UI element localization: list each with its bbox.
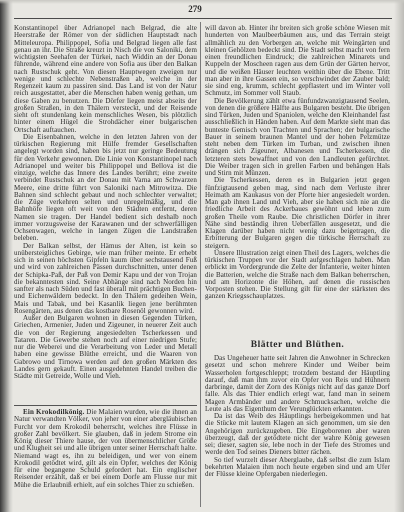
- item-separator-rule: [14, 405, 197, 406]
- scan-shadow-left: [0, 0, 13, 512]
- article-paragraph: Die Eisenbahnen, welche in den letzten Jahren von der türkischen Regierung mit Hülfe fremder Gesellschaften angelegt worden sind, haben bis jetzt nur geringe Bedeutung für den Verkehr gewonnen. Die Linie von Konstantinopel nach Adrianopel und weiter bis Philippopel und Bellova ist die einzige, welche das Innere des Landes berührt; eine zweite verbindet Rustschuk an der Donau mit Varna am Schwarzen Meere, eine dritte führt von Saloniki nach Mitrowitza. Die Bahnen sind schlecht gebaut und noch schlechter verwaltet; die Züge verkehren selten und unregelmäßig, und die Bahnhöfe liegen oft weit von den Städten entfernt, deren Namen sie tragen. Der Handel bedient sich deshalb noch immer vorzugsweise der Karawanen und der schwerfälligen Ochsenwagen, welche in langen Zügen die Landstraßen beleben.: [14, 132, 197, 243]
- section-paragraph: Das Ungeheuer hatte seit Jahren die Anwohner in Schrecken gesetzt und schon mehrere Kinder und Weiber beim Wasserholen fortgeschleppt; trotzdem bestand der Häuptling darauf, daß man ihm zuvor ein Opfer von Reis und Hühnern darbringe, damit der Zorn des Königs nicht auf das ganze Dorf falle. Als das Thier endlich erlegt war, fand man in seinem Magen Armbänder und andere Schmucksachen, welche die Leute als das Eigenthum der Verunglückten erkannten.: [205, 355, 390, 413]
- article-paragraph: Unsere Illustration zeigt einen Theil des Lagers, welches die türkischen Truppen vor der Stadt aufgeschlagen haben. Man erblickt im Vordergrunde die Zelte der Infanterie, weiter hinten die Batterien, welche die Straße nach dem Balkan beherrschen, und am Horizonte die Höhen, auf denen die russischen Vorposten stehen. Die Stellung gilt für eine der stärksten des ganzen Kriegsschauplatzes.: [205, 248, 390, 301]
- article-paragraph: will davon ab. Hinter ihr breiten sich große schöne Wiesen mit hunderten von Maulbeerbäumen aus, und das Terrain steigt allmählich zu den Vorbergen an, welche mit Weingärten und kleinen Gehölzen bedeckt sind. Die Stadt selbst macht von fern einen freundlichen Eindruck; die zahlreichen Minarets und Kuppeln der Moscheen ragen aus dem Grün der Gärten hervor, und die weißen Häuser leuchten weithin über die Ebene. Tritt man aber in ihre Gassen ein, so verschwindet der Zauber bald; sie sind eng, krumm, schlecht gepflastert und im Winter voll Schmutz, im Sommer voll Staub.: [205, 25, 390, 98]
- scan-edge-right: [394, 0, 404, 512]
- page-number: 279: [188, 4, 202, 14]
- article-paragraph: Der Balkan selbst, der Hämus der Alten, ist kein so unübersteigliches Gebirge, wie man früher meinte. Er erhebt sich in seinen höchsten Gipfeln kaum über sechstausend Fuß und wird von zahlreichen Pässen durchschnitten, unter denen der Schipka-Paß, der Paß von Demir Kapu und der von Trojan die bekanntesten sind. Seine Abhänge sind nach Norden hin sanfter als nach Süden und fast überall mit prächtigen Buchen- und Eichenwäldern bedeckt. In den Thälern gedeihen Wein, Mais und Tabak, und bei Kasanlik liegen jene berühmten Rosengärten, aus denen das kostbare Rosenöl gewonnen wird.: [14, 241, 197, 315]
- section-heading: Blätter und Blüthen.: [250, 340, 345, 350]
- article-paragraph: Konstantinopel über Adrianopel nach Belgrad, die alte Heerstraße der Römer von der südlichen Hauptstadt nach Mitteleuropa. Philippopel, Sofia und Belgrad liegen alle fast genau an ihr. Die Straße kreuzt in Nisch die von Saloniki, dem wichtigsten Seehafen der Türkei, nach Widdin an der Donau führende, während eine andere von Sofia aus über den Balkan nach Rustschuk geht. Von diesen Hauptwegen zweigen nur wenige und schlechte Nebenstraßen ab, welche in der Regenzeit kaum zu passiren sind. Das Land ist von der Natur reich ausgestattet, aber die Menschen haben wenig gethan, um diese Gaben zu benutzen. Die Dörfer liegen meist abseits der großen Straßen, in den Thälern versteckt, und der Reisende sieht oft stundenlang kein menschliches Wesen, bis plötzlich hinter einem Hügel die Strohdächer einer bulgarischen Ortschaft auftauchen.: [14, 25, 197, 134]
- section-paragraph: Da ist das Weib des Häuptlings herbeigekommen und hat die Stücke mit lautem Klagen an sich genommen, um sie den Angehörigen zurückzugeben. Die Eingeborenen aber waren überzeugt, daß der getödtete nicht der wahre König gewesen sei; dieser, sagten sie, lebe noch in der Tiefe des Stromes und werde den Tod seines Dieners bitter rächen.: [205, 412, 390, 457]
- item-crocodile-king: [14, 409, 197, 506]
- item-paragraph: [14, 409, 197, 489]
- item-title: Ein Krokodilkönig.: [23, 409, 85, 416]
- blaetter-section-text: [205, 355, 390, 506]
- article-paragraph: Die Bevölkerung zählt etwa fünfundzwanzigtausend Seelen, von denen die größere Hälfte aus Bulgaren besteht. Die übrigen sind Türken, Juden und Spaniolen, welche den Kleinhandel fast ausschließlich in Händen haben. Auf dem Markte sieht man das bunteste Gemisch von Trachten und Sprachen; der bulgarische Bauer in seinem braunen Mantel und der hohen Pelzmütze steht neben dem Türken im Turban, und zwischen ihnen drängen sich Zigeuner, Albanesen und Tscherkessen, die letzteren stets bewaffnet und von den Landleuten gefürchtet. Die Weiber tragen sich in grellen Farben und behängen Hals und Stirn mit Münzen.: [205, 96, 390, 177]
- article-paragraph: Außer den Bulgaren wohnen in diesen Gegenden Türken, Griechen, Armenier, Juden und Zigeuner, in neuerer Zeit auch die von der Regierung angesiedelten Tscherkessen und Tataren. Die Gewerbe stehen noch auf einer niedrigen Stufe; nur die Weberei und die Verarbeitung von Leder und Metall haben eine gewisse Blüthe erreicht, und die Waaren von Gabrowo und Tirnowa werden auf den großen Märkten des Landes gern gekauft. Einen ausgedehnten Handel treiben die Städte mit Getreide, Wolle und Vieh.: [14, 314, 197, 380]
- article-left-column: [14, 25, 197, 403]
- article-paragraph: Die Tscherkessen, deren es in Bulgarien jetzt gegen fünfzigtausend geben mag, sind nach dem Verluste ihrer Heimath am Kaukasus von der Pforte hier angesiedelt worden. Man gab ihnen Land und Vieh, aber sie haben sich nie an die friedliche Arbeit des Ackerbaues gewöhnt und leben zum großen Theile vom Raube. Die christlichen Dörfer in ihrer Nähe sind beständig ihren Ueberfällen ausgesetzt, und die Klagen darüber haben nicht wenig dazu beigetragen, die Erbitterung der Bulgaren gegen die türkische Herrschaft zu steigern.: [205, 176, 390, 250]
- item-text: Die Malaien wurden, wie die ihnen an Natur verwandten Völker, von jeher von einer abergläubischen Furcht vor dem Krokodil beherrscht, welches ihre Flüsse in großer Zahl bevölkert. Sie glauben, daß in jedem Strome ein König dieser Thiere hause, der von übermenschlicher Größe und Klugheit sei und alle übrigen unter seiner Herrschaft halte. Niemand wagt es, ihn zu beleidigen, und wer von einem Krokodil getödtet wird, gilt als ein Opfer, welches der König für eine begangene Schuld gefordert hat. Ein englischer Reisender erzählt, daß er bei einem Dorfe am Flusse nur mit Mühe die Erlaubniß erhielt, auf ein solches Thier zu schießen.: [14, 409, 197, 489]
- article-right-column: [205, 25, 390, 337]
- section-paragraph: So tief wurzelt dieser Aberglaube, daß selbst die zum Islam bekehrten Malaien ihm noch heute ergeben sind und am Ufer der Flüsse kleine Opfergaben niederlegen.: [205, 455, 390, 478]
- column-divider: [200, 22, 201, 507]
- header-rule: [14, 18, 392, 19]
